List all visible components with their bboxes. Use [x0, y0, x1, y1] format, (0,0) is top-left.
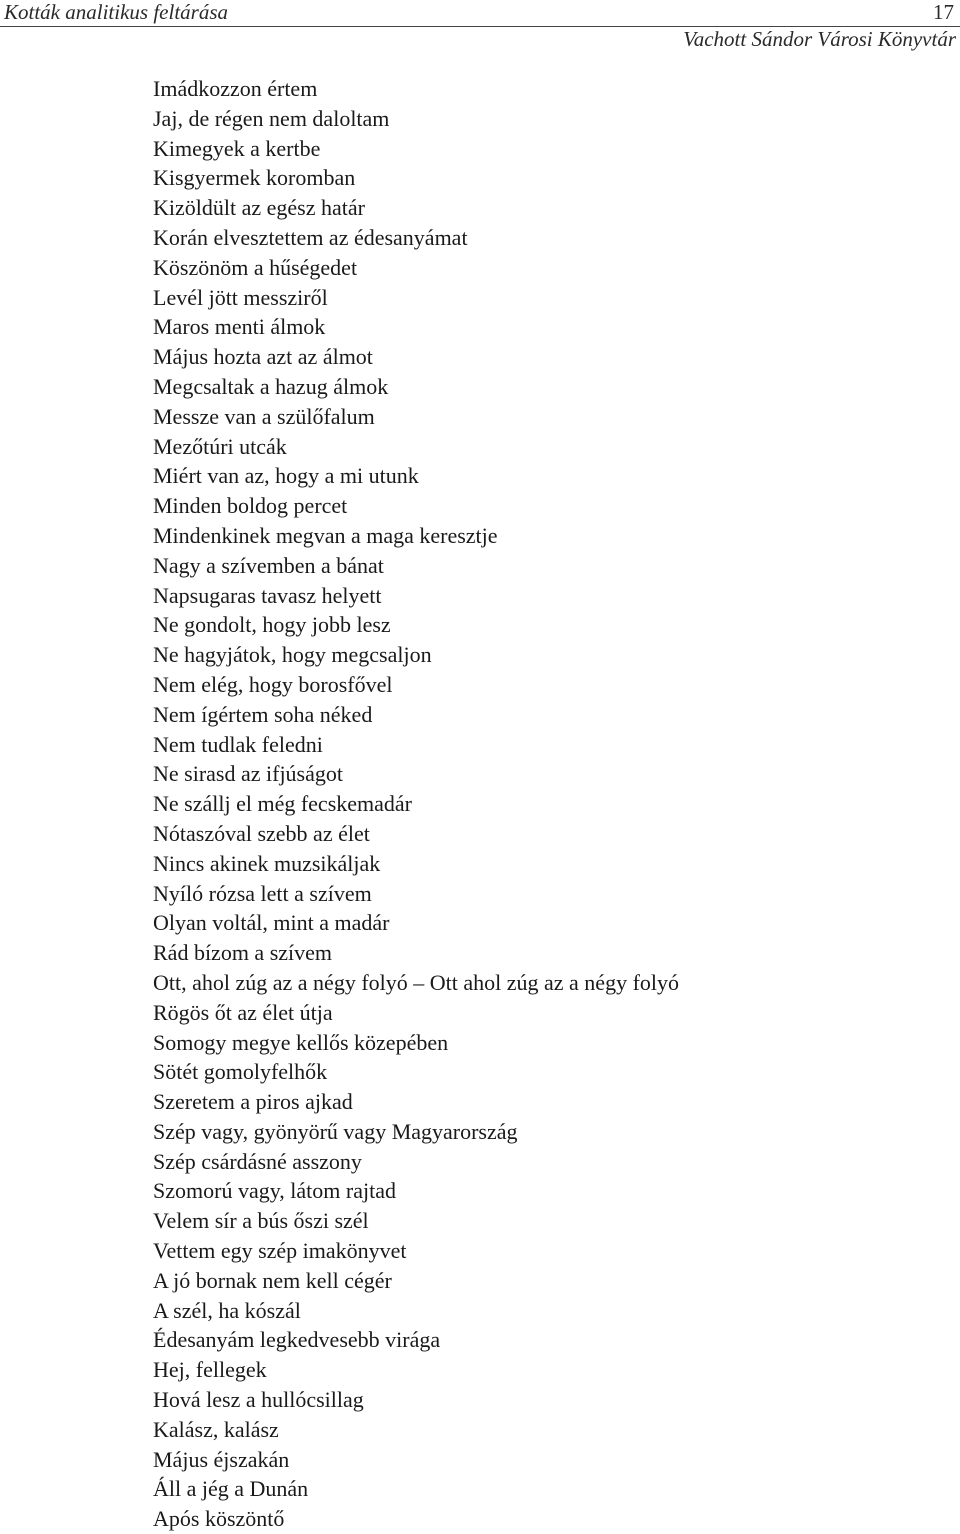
song-title: Kisgyermek koromban [153, 165, 356, 191]
song-title: Maros menti álmok [153, 314, 326, 340]
song-title: Ne szállj el még fecskemadár [153, 791, 412, 817]
page-header [0, 0, 960, 54]
song-title: Somogy megye kellős közepében [153, 1029, 449, 1055]
song-title: Nincs akinek muzsikáljak [153, 850, 381, 876]
page-number: 17 [933, 0, 954, 24]
song-title: Ne hagyjátok, hogy megcsaljon [153, 642, 432, 668]
song-title: Köszönöm a hűségedet [153, 254, 358, 280]
song-title: Minden boldog percet [153, 493, 348, 519]
song-title: Rád bízom a szívem [153, 940, 333, 966]
song-title: Mezőtúri utcák [153, 433, 287, 459]
song-title: Május éjszakán [153, 1446, 290, 1472]
song-title: Szomorú vagy, látom rajtad [153, 1178, 396, 1204]
song-title: Nyíló rózsa lett a szívem [153, 880, 372, 906]
song-title: Édesanyám legkedvesebb virága [153, 1327, 441, 1353]
song-title: Nem elég, hogy borosfővel [153, 671, 393, 697]
song-title: A jó bornak nem kell cégér [153, 1267, 392, 1293]
song-title: Áll a jég a Dunán [153, 1476, 309, 1502]
song-title: Nem ígértem soha néked [153, 701, 373, 727]
song-title: Velem sír a bús őszi szél [153, 1208, 369, 1234]
song-title: Hová lesz a hullócsillag [153, 1387, 364, 1413]
song-title: A szél, ha kószál [153, 1297, 301, 1323]
song-title: Ne sirasd az ifjúságot [153, 761, 343, 787]
song-title: Szeretem a piros ajkad [153, 1089, 353, 1115]
song-title: Korán elvesztettem az édesanyámat [153, 224, 468, 250]
song-title: Hej, fellegek [153, 1357, 267, 1383]
song-title: Nótaszóval szebb az élet [153, 820, 370, 846]
song-title: Jaj, de régen nem daloltam [153, 105, 390, 131]
song-title: Rögös őt az élet útja [153, 999, 333, 1025]
song-title: Nagy a szívemben a bánat [153, 552, 384, 578]
song-title: Szép csárdásné asszony [153, 1148, 362, 1174]
song-title: Miért van az, hogy a mi utunk [153, 463, 419, 489]
song-title: Kimegyek a kertbe [153, 135, 321, 161]
header-title: Kották analitikus feltárása [4, 0, 228, 24]
song-title: Sötét gomolyfelhők [153, 1059, 328, 1085]
song-title: Vettem egy szép imakönyvet [153, 1238, 407, 1264]
song-title: Levél jött messziről [153, 284, 328, 310]
song-title: Nem tudlak feledni [153, 731, 323, 757]
header-library: Vachott Sándor Városi Könyvtár [683, 27, 956, 51]
song-title: Május hozta azt az álmot [153, 344, 373, 370]
song-title: Messze van a szülőfalum [153, 403, 375, 429]
song-title: Ne gondolt, hogy jobb lesz [153, 612, 391, 638]
song-title: Megcsaltak a hazug álmok [153, 373, 389, 399]
song-title: Olyan voltál, mint a madár [153, 910, 390, 936]
song-title: Szép vagy, gyönyörű vagy Magyarország [153, 1118, 518, 1144]
song-title: Imádkozzon értem [153, 76, 318, 101]
song-title: Kizöldült az egész határ [153, 195, 365, 221]
song-title: Kalász, kalász [153, 1416, 279, 1442]
song-title: Após köszöntő [153, 1506, 285, 1532]
song-title: Napsugaras tavasz helyett [153, 582, 382, 608]
song-title: Ott, ahol zúg az a négy folyó – Ott ahol zúg az a négy folyó [153, 969, 680, 995]
song-list [153, 74, 679, 1534]
song-title: Mindenkinek megvan a maga keresztje [153, 522, 498, 548]
